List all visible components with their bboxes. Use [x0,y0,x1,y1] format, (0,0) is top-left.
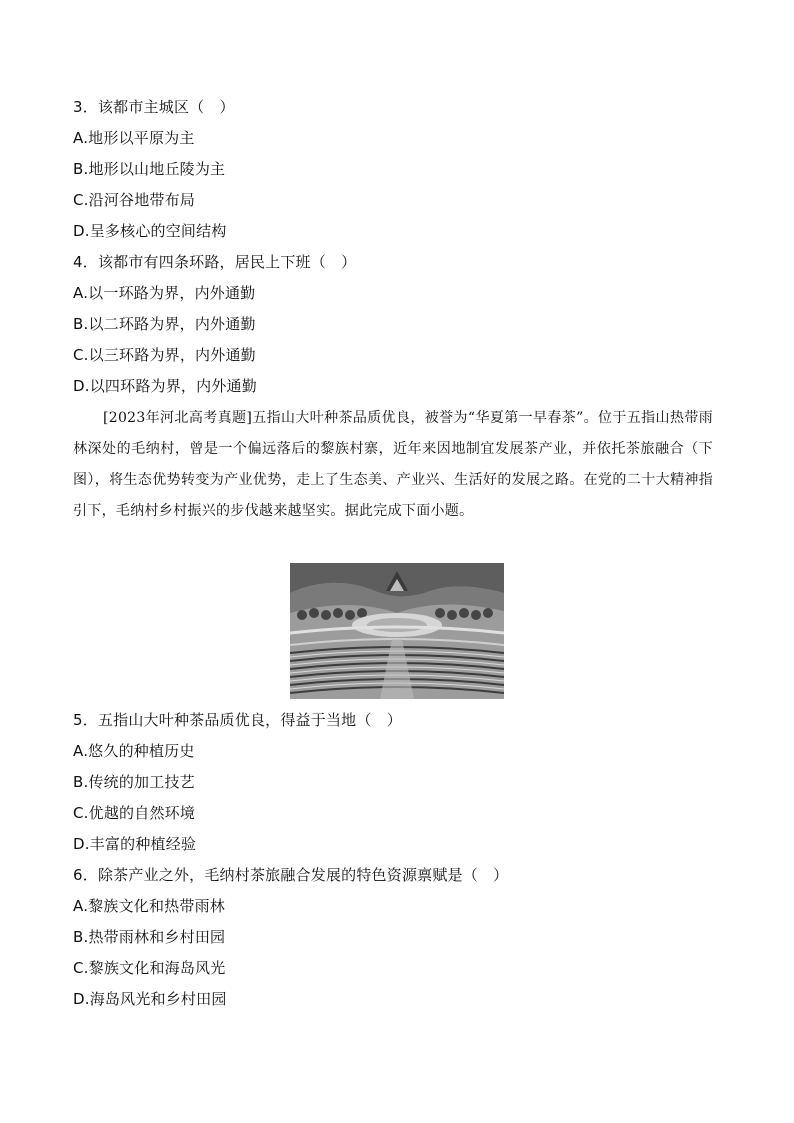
question-4-option-b: B.以二环路为界，内外通勤 [73,315,256,333]
passage-text: 五指山大叶种茶品质优良，被誉为“华夏第一早春茶”。位于五指山热带雨林深处的毛纳村，曾是一个偏远落后的黎族村寨，近年来因地制宜发展茶产业，并依托茶旅融合（下图），将生态优势转变为产业优势，走上了生态美、产业兴、生活好的发展之路。在党的二十大精神指引下，毛纳村乡村振兴的步伐越来越坚实。据此完成下面小题。 [73,410,714,519]
question-5-option-a: A.悠久的种植历史 [73,742,195,760]
question-6-option-d: D.海岛风光和乡村田园 [73,990,227,1008]
question-3-option-a: A.地形以平原为主 [73,129,195,147]
question-4-option-d: D.以四环路为界，内外通勤 [73,377,257,395]
question-4-option-a: A.以一环路为界，内外通勤 [73,284,256,302]
question-5-option-b: B.传统的加工技艺 [73,773,195,791]
question-3-stem: 3．该都市主城区（ ） [73,98,235,116]
question-3-option-b: B.地形以山地丘陵为主 [73,160,226,178]
passage-source: [2023年河北高考真题] [103,410,253,426]
reading-passage [73,403,713,527]
question-6-option-c: C.黎族文化和海岛风光 [73,959,226,977]
question-6-option-a: A.黎族文化和热带雨林 [73,897,225,915]
question-4-stem: 4．该都市有四条环路，居民上下班（ ） [73,253,357,271]
question-3-option-c: C.沿河谷地带布局 [73,191,196,209]
question-6-stem: 6．除茶产业之外，毛纳村茶旅融合发展的特色资源禀赋是（ ） [73,866,509,884]
tea-garden-photo [290,563,504,699]
question-4-option-c: C.以三环路为界，内外通勤 [73,346,256,364]
question-5-option-c: C.优越的自然环境 [73,804,196,822]
question-3-option-d: D.呈多核心的空间结构 [73,222,227,240]
question-5-option-d: D.丰富的种植经验 [73,835,197,853]
question-5-stem: 5．五指山大叶种茶品质优良，得益于当地（ ） [73,711,402,729]
question-6-option-b: B.热带雨林和乡村田园 [73,928,226,946]
